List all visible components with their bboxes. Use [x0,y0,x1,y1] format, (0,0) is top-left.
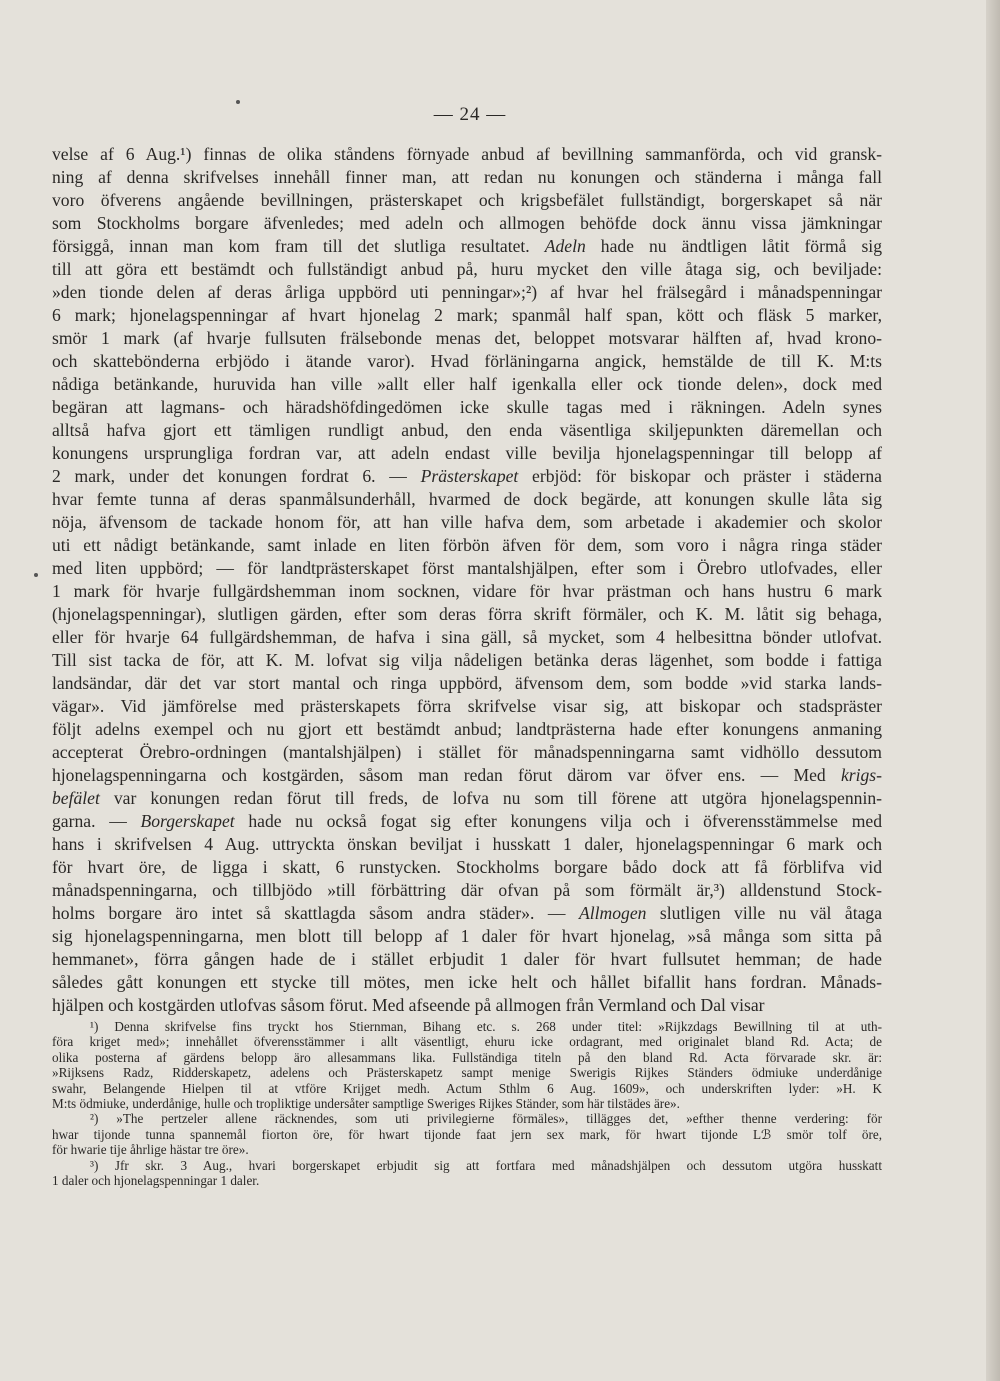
footnote-line: ²) »The pertzeler allene räcknendes, som uti privilegierne förmäles», tillägges det, »efther thenne verdering: för [90,1111,882,1127]
footnote-line: ¹) Denna skrifvelse fins tryckt hos Stiernman, Bihang etc. s. 268 under titel: »Rijkzdags Bewillning til at uth- [90,1019,882,1034]
text-line: sig hjonelagspenningarna, men blott till belopp af 1 daler för hvart hjonelag, »så många som sitta på [52,926,882,946]
text-line: garna. — Borgerskapet hade nu också fogat sig efter konungens vilja och i öfverensstämmelse med [52,811,882,831]
text-line: med liten uppbörd; — för landtprästerskapet först mantalshjälpen, efter som i Örebro utlofvades, eller [52,558,882,578]
footnote-line: för hwarie tije åhrlige hästar tre öre». [52,1142,249,1158]
text-line: begäran att lagmans- och häradshöfdingedömen icke skulle tagas med i räkningen. Adeln synes [52,397,882,417]
text-line: som Stockholms borgare äfvenledes; med adeln och allmogen behöfde dock ännu vissa jämkningar [52,213,882,233]
text-line: (hjonelagspenningar), slutligen gärden, efter som deras förra skrift förmäler, och K. M. låtit sig behaga, [52,604,882,624]
text-line: 2 mark, under det konungen fordrat 6. — Prästerskapet erbjöd: för biskopar och präster i städerna [52,466,882,486]
footnote-line: olika posterna af gärdens belopp äro allesammans lika. Fullständiga titeln på den bland Rd. Acta förvarade skr. är: [52,1049,882,1065]
text-line: hjonelagspenningarna och kostgärden, såsom man redan förut därom var öfver ens. — Med krigs- [52,765,882,785]
text-line: till att göra ett bestämdt och fullständigt anbud på, huru mycket den ville åtaga sig, och beviljade: [52,259,882,279]
text-line: 1 mark för hvarje fullgärdshemman inom socknen, vidare för hvar prästman och hans hustru 6 mark [52,581,882,601]
page-number: — 24 — [433,104,507,125]
text-line: för hvart öre, de ligga i skatt, 6 runstycken. Stockholms borgare bådo dock att få förblifva vid [52,857,882,877]
text-line: alltså hafva gjort ett tämligen rundligt anbud, den enda väsentliga skiljepunkten däremellan och [52,420,882,440]
text-line: nådiga betänkande, huruvida han ville »allt eller half igenkalla eller ock tionde delen», dock med [52,374,882,394]
footnote-line: ³) Jfr skr. 3 Aug., hvari borgerskapet erbjudit sig att fortfara med månadshjälpen och dessutom utgöra husskatt [90,1157,882,1173]
footnote-line: 1 daler och hjonelagspenningar 1 daler. [52,1172,260,1188]
text-line: landsändar, där det var stort mantal och ringa uppbörd, äfvensom dem, som bodde »vid starka lands- [52,673,882,693]
text-line: hvar femte tunna af deras spanmålsunderhåll, hvarmed de dock begärde, att konungen skulle låta sig [52,489,882,509]
footnote-line: swahr, Belangende Hielpen til at vtföre Krijget medh. Actum Sthlm 6 Aug. 1609», och underskriften lyder: »H. K [52,1080,882,1096]
text-line: »den tionde delen af deras årliga uppbörd uti penningar»;²) af hvar hel frälsegård i månadspenningar [52,282,882,302]
text-line: ning af denna skrifvelses innehåll finner man, att redan nu konungen och ständerna i många fall [52,167,882,187]
text-line: hjälpen och kostgärden utlofvas såsom förut. Med afseende på allmogen från Vermland och Dal visar [52,995,765,1015]
footnote-line: hwar tijonde tunna spannemål fiorton öre, för hwart tijonde faat jern sex mark, för hwart tijonde Lℬ smör tolf öre, [52,1126,882,1142]
footnote-line: föra kriget med»; innehållet öfverensstämmer i allt väsentligt, ehuru icke ordagrant, med originalet bland Rd. Acta; de [52,1034,882,1050]
text-line: velse af 6 Aug.¹) finnas de olika ståndens förnyade anbud af bevillning sammanförda, och vid gransk- [52,144,882,164]
text-line: vägar». Vid jämförelse med prästerskapets förra skrifvelse visar sig, att biskopar och stadspräster [52,696,882,716]
text-line: smör 1 mark (af hvarje fullsuten frälsebonde menas det, beloppet motsvarar hälften af, hvad krono- [52,328,882,348]
text-line: månadspenningarna, och tillbjödo »till förbättring där ofvan på som förmält är,³) alldenstund Stock- [52,880,882,900]
text-line: eller för hvarje 64 fullgärdshemman, de hafva i sina gäll, så mycket, som 4 helbesittna bönder utlofvat. [52,627,882,647]
text-line: hemmanet», förra gången hade de i stället erbjudit 1 daler för hvart fullsutet hemman; de hade [52,949,882,969]
text-line: således gått konungen ett stycke till mötes, men icke helt och hållet bifallit hans fordran. Månads- [52,972,882,992]
speck [34,573,38,577]
text-line: nöja, äfvensom de tackade honom för, att han ville hafva dem, som arbetade i akademier och skolor [52,512,882,532]
text-line: följt adelns exempel och nu gjort ett bestämdt anbud; landtprästerna hade efter konungens anmaning [52,719,882,739]
text-line: voro öfverens angående bevillningen, prästerskapet och krigsbefälet fullständigt, borgerskapet så när [52,190,882,210]
text-line: uti ett nådigt betänkande, samt inlade en liten förbön äfven för dem, som voro i några ringa städer [52,535,882,555]
text-line: försiggå, innan man kom fram till det slutliga resultatet. Adeln hade nu ändtligen låtit förmå sig [52,236,882,256]
footnote-line: M:ts ödmiuke, underdånige, hulle och tropliktige undersåter samptlige Sweriges Rijkes Ständer, som här tilstädes äre». [52,1095,680,1111]
text-line: konungens ursprungliga fordran var, att adeln endast ville bevilja hjonelagspenningar till belopp af [52,443,882,463]
speck [236,100,240,104]
text-line: 6 mark; hjonelagspenningar af hvart hjonelag 2 mark; spanmål half span, kött och fläsk 5 marker, [52,305,882,325]
text-line: holms borgare äro intet så skattlagda såsom andra städer». — Allmogen slutligen ville nu väl åtaga [52,903,882,923]
main-text [52,143,882,1017]
footnote-line: »Rijksens Radz, Ridderskapetz, adelens och Prästerskapetz sampt menige Swerigis Rijkes Ständers ödmiuke underdånige [52,1065,882,1081]
text-line: och skattebönderna erbjödo i ätande varor). Hvad förläningarna angick, hemstälde de till K. M:ts [52,351,882,371]
text-line: Till sist tacka de för, att K. M. lofvat sig vilja nådeligen betänka deras lägenhet, som bodde i fattiga [52,650,882,670]
page-edge [986,0,1000,1381]
text-line: accepterat Örebro-ordningen (mantalshjälpen) i stället för månadspenningarna samt vidhöllo dessutom [52,742,882,762]
footnotes [52,1019,882,1188]
text-line: befälet var konungen redan förut till freds, de lofva nu som till förene att utgöra hjonelagspennin- [52,788,882,808]
text-line: hans i skrifvelsen 4 Aug. uttryckta önskan beviljat i husskatt 1 daler, hjonelagspenningar 6 mark och [52,834,882,854]
